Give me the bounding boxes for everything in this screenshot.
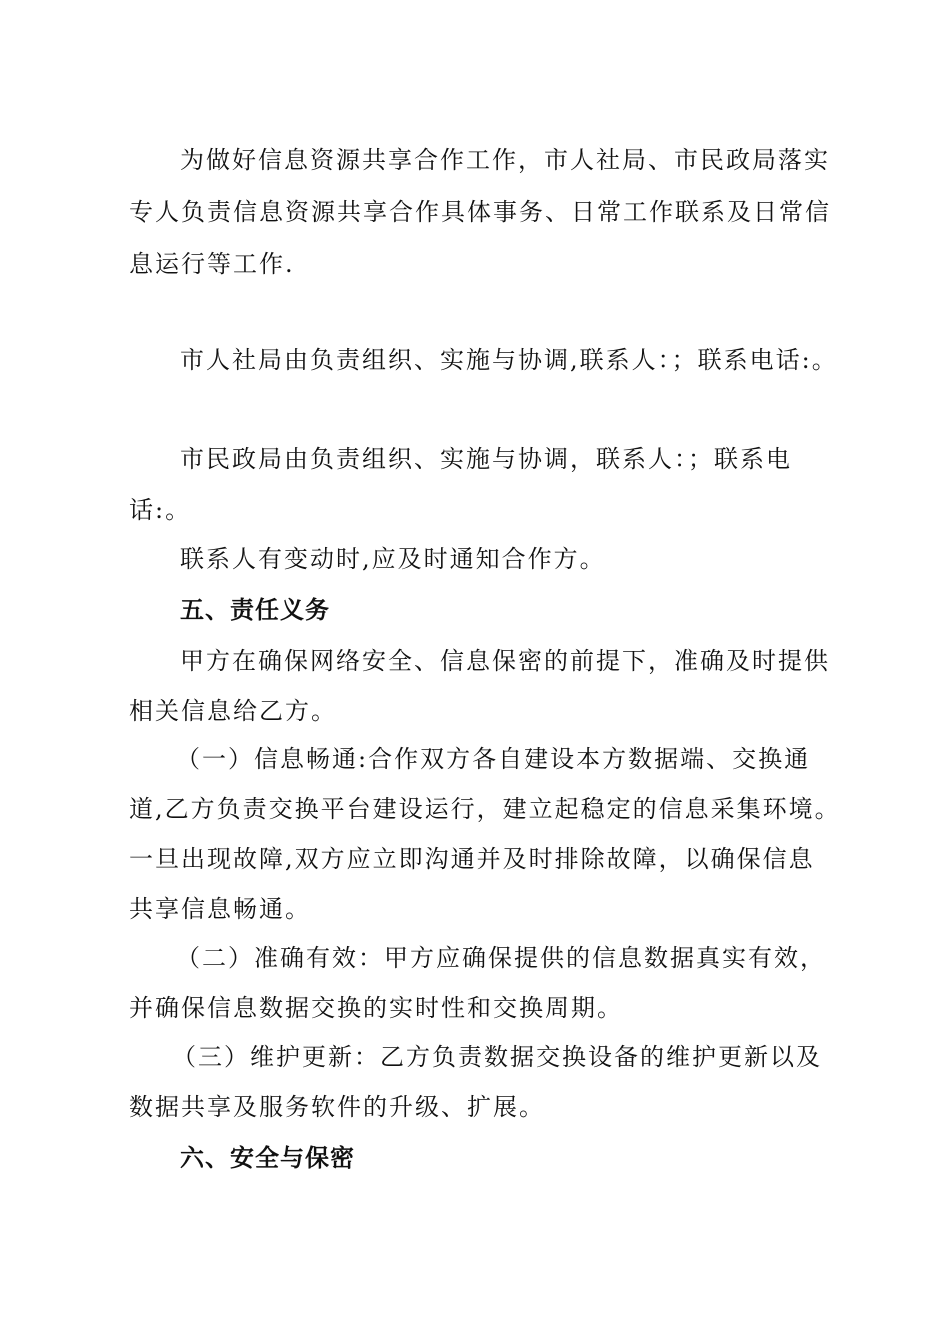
- paragraph-line: （一）信息畅通:合作双方各自建设本方数据端、交换通: [176, 745, 811, 773]
- paragraph-line: （二）准确有效：甲方应确保提供的信息数据真实有效，: [176, 944, 826, 972]
- paragraph-line: 相关信息给乙方。: [129, 697, 337, 725]
- section-heading: 六、安全与保密: [180, 1144, 355, 1172]
- paragraph-line: 并确保信息数据交换的实时性和交换周期。: [129, 994, 623, 1022]
- paragraph-line: 市民政局由负责组织、实施与协调，联系人：；联系电: [180, 445, 792, 473]
- paragraph-line: 共享信息畅通。: [129, 895, 311, 923]
- paragraph-line: 数据共享及服务软件的升级、扩展。: [129, 1093, 545, 1121]
- paragraph-line: 息运行等工作.: [129, 250, 295, 278]
- paragraph-line: 专人负责信息资源共享合作具体事务、日常工作联系及日常信: [129, 198, 831, 226]
- paragraph-line: 为做好信息资源共享合作工作，市人社局、市民政局落实: [180, 146, 830, 174]
- paragraph-line: 联系人有变动时,应及时通知合作方。: [180, 545, 606, 573]
- paragraph-line: 道,乙方负责交换平台建设运行，建立起稳定的信息采集环境。: [129, 795, 841, 823]
- paragraph-line: （三）维护更新：乙方负责数据交换设备的维护更新以及: [172, 1043, 822, 1071]
- paragraph-line: 市人社局由负责组织、实施与协调,联系人：；联系电话:。: [180, 346, 838, 374]
- paragraph-line: 一旦出现故障,双方应立即沟通并及时排除故障，以确保信息: [129, 845, 815, 873]
- paragraph-line: 话:。: [129, 496, 192, 524]
- section-heading: 五、责任义务: [180, 596, 330, 624]
- paragraph-line: 甲方在确保网络安全、信息保密的前提下，准确及时提供: [180, 647, 830, 675]
